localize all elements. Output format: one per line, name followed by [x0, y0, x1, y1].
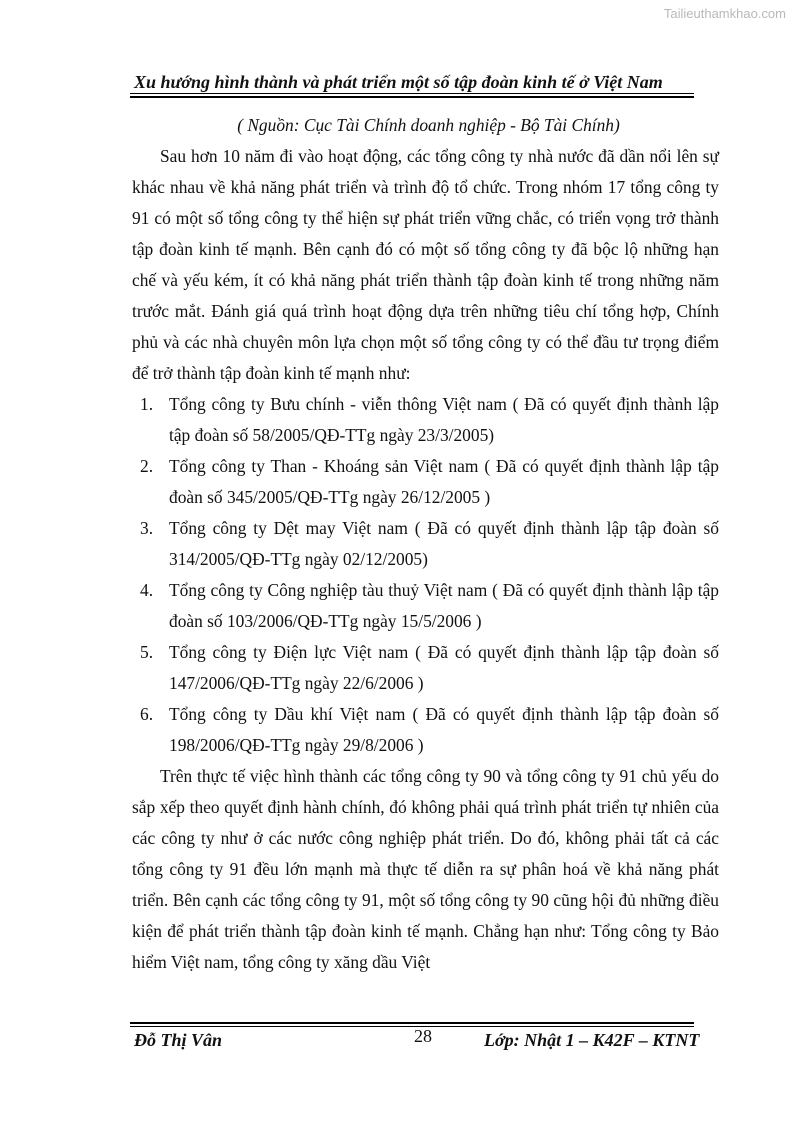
- source-citation: ( Nguồn: Cục Tài Chính doanh nghiệp - Bộ Tài Chính): [237, 115, 620, 135]
- paragraph-analysis: Trên thực tế việc hình thành các tổng công ty 90 và tổng công ty 91 chủ yếu do sắp xếp theo quyết định hành chính, đó không phải quá trình phát triển tự nhiên của các công ty như ở các nước công nghiệp phát triển. Do đó, không phải tất cả các tổng công ty 91 đều lớn mạnh mà thực tế diễn ra sự phân hoá về khả năng phát triển. Bên cạnh các tổng công ty 91, một số tổng công ty 90 cũng hội đủ những điều kiện để phát triển thành tập đoàn kinh tế mạnh. Chẳng hạn như: Tổng công ty Bảo hiểm Việt nam, tổng công ty xăng dầu Việt: [132, 766, 719, 972]
- document-body: [132, 110, 719, 978]
- list-item-number: 3.: [140, 518, 154, 538]
- list-item-number: 2.: [140, 456, 154, 476]
- corporation-list: [132, 389, 719, 761]
- list-item: [132, 637, 719, 699]
- list-item-number: 6.: [140, 704, 154, 724]
- page-header-title: Xu hướng hình thành và phát triển một số tập đoàn kinh tế ở Việt Nam: [134, 72, 663, 92]
- watermark-text: Tailieuthamkhao.com: [663, 6, 786, 21]
- header-divider: [130, 93, 694, 94]
- list-item-number: 1.: [140, 394, 154, 414]
- list-item-number: 4.: [140, 580, 154, 600]
- footer-class-info: Lớp: Nhật 1 – K42F – KTNT: [484, 1030, 700, 1050]
- list-item-text: Tổng công ty Điện lực Việt nam ( Đã có quyết định thành lập tập đoàn số 147/2006/QĐ-TTg ngày 22/6/2006 ): [169, 642, 719, 693]
- list-item-text: Tổng công ty Dệt may Việt nam ( Đã có quyết định thành lập tập đoàn số 314/2005/QĐ-TTg ngày 02/12/2005): [169, 518, 719, 569]
- footer-divider-thick: [130, 1022, 694, 1024]
- header-divider-thick: [130, 96, 694, 98]
- list-item-text: Tổng công ty Dầu khí Việt nam ( Đã có quyết định thành lập tập đoàn số 198/2006/QĐ-TTg ngày 29/8/2006 ): [169, 704, 719, 755]
- list-item: [132, 513, 719, 575]
- list-item: [132, 451, 719, 513]
- page-number: 28: [414, 1026, 432, 1046]
- footer-author: Đỗ Thị Vân: [134, 1030, 223, 1050]
- list-item-text: Tổng công ty Than - Khoáng sản Việt nam ( Đã có quyết định thành lập tập đoàn số 345/2005/QĐ-TTg ngày 26/12/2005 ): [169, 456, 719, 507]
- list-item: [132, 575, 719, 637]
- list-item-text: Tổng công ty Bưu chính - viễn thông Việt nam ( Đã có quyết định thành lập tập đoàn số 58/2005/QĐ-TTg ngày 23/3/2005): [169, 394, 719, 445]
- list-item: [132, 389, 719, 451]
- list-item-text: Tổng công ty Công nghiệp tàu thuỷ Việt nam ( Đã có quyết định thành lập tập đoàn số 103/2006/QĐ-TTg ngày 15/5/2006 ): [169, 580, 719, 631]
- list-item-number: 5.: [140, 642, 154, 662]
- paragraph-intro: Sau hơn 10 năm đi vào hoạt động, các tổng công ty nhà nước đã dần nổi lên sự khác nhau về khả năng phát triển và trình độ tổ chức. Trong nhóm 17 tổng công ty 91 có một số tổng công ty thể hiện sự phát triển vững chắc, có triển vọng trở thành tập đoàn kinh tế mạnh. Bên cạnh đó có một số tổng công ty đã bộc lộ những hạn chế và yếu kém, ít có khả năng phát triển thành tập đoàn kinh tế trong những năm trước mắt. Đánh giá quá trình hoạt động dựa trên những tiêu chí tổng hợp, Chính phủ và các nhà chuyên môn lựa chọn một số tổng công ty có thể đầu tư trọng điểm để trở thành tập đoàn kinh tế mạnh như:: [132, 146, 719, 383]
- footer-divider: [130, 1026, 694, 1027]
- list-item: [132, 699, 719, 761]
